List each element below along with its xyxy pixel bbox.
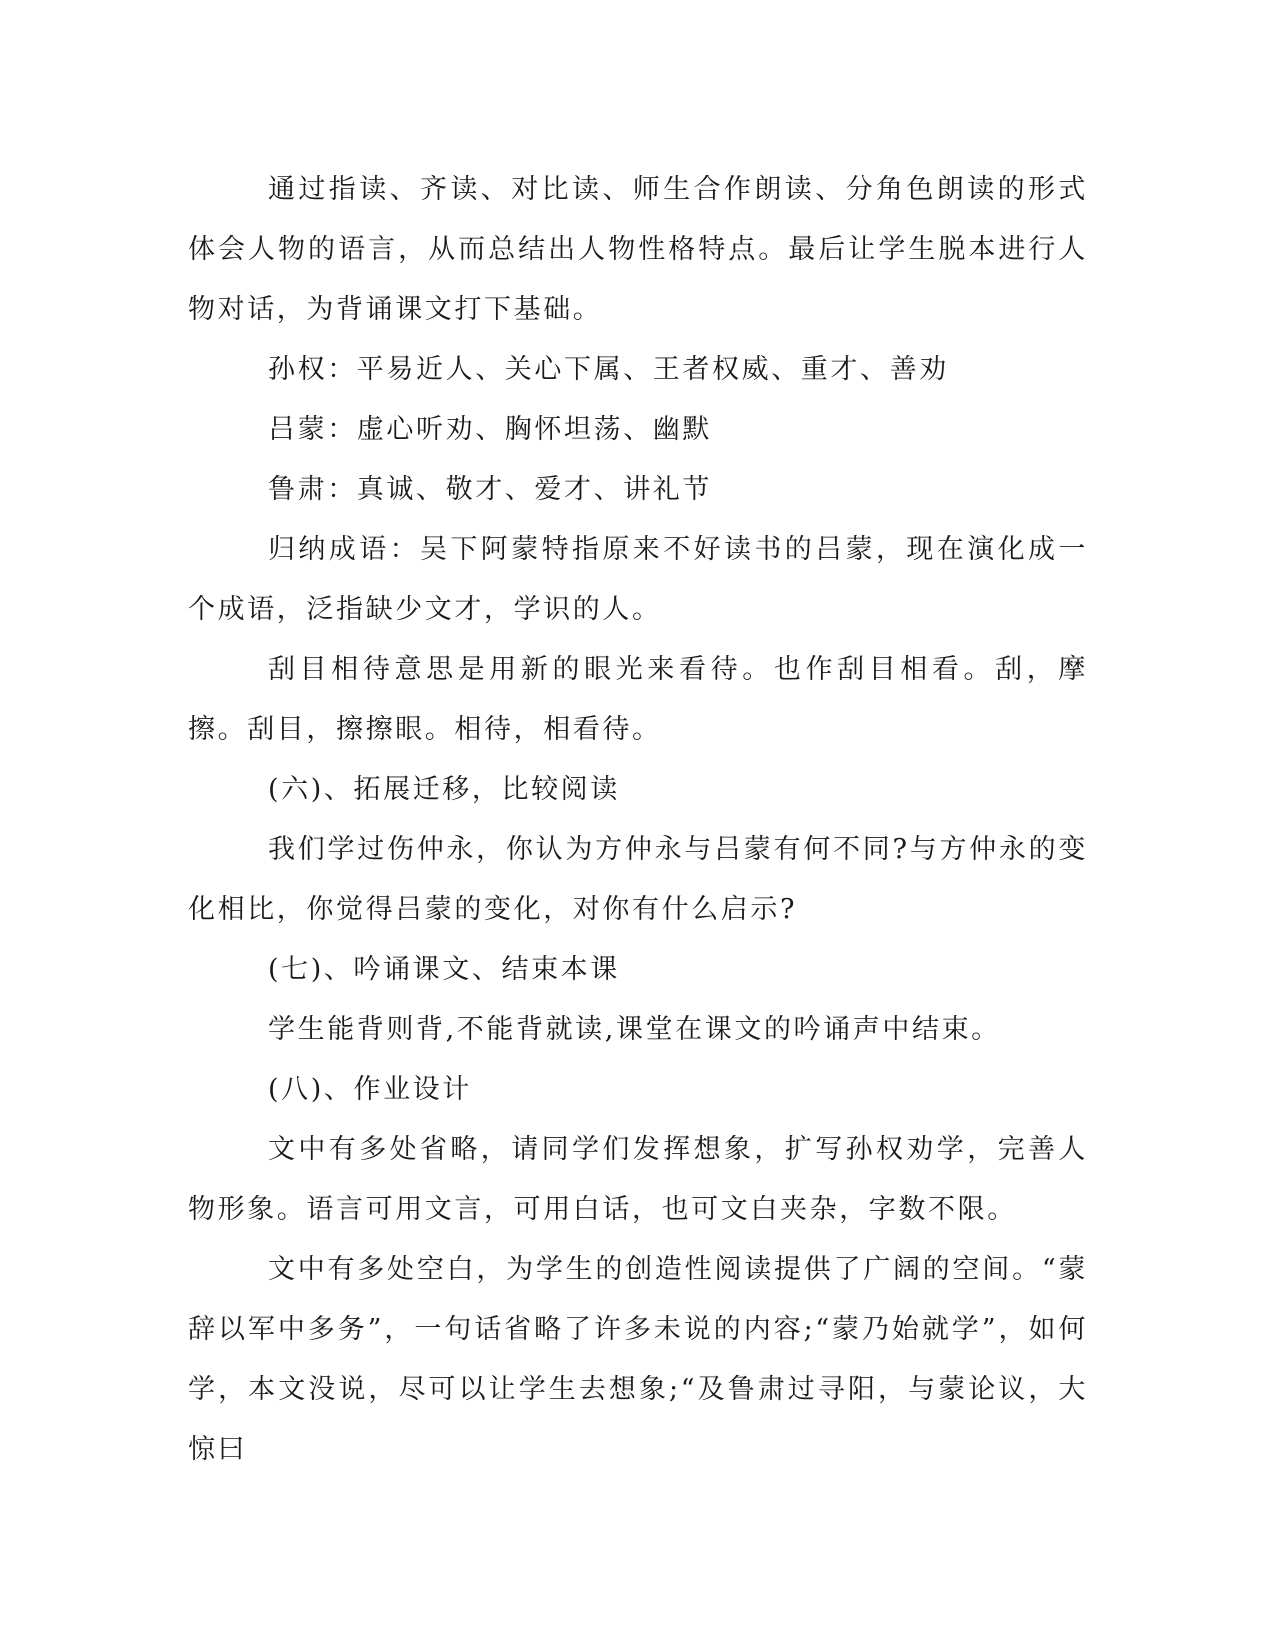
section-heading-7: (七)、吟诵课文、结束本课 xyxy=(268,954,620,985)
paragraph-blanks: 文中有多处空白，为学生的创造性阅读提供了广阔的空间。“蒙辞以军中多务”，一句话省略了许多未说的内容;“蒙乃始就学”，如何学，本文没说，尽可以让学生去想象;“及鲁肃过寻阳，与蒙论议，大惊曰 xyxy=(188,1254,1088,1465)
paragraph-comparison: 我们学过伤仲永，你认为方仲永与吕蒙有何不同?与方仲永的变化相比，你觉得吕蒙的变化，对你有什么启示? xyxy=(188,834,1088,925)
paragraph-lu-meng-traits: 吕蒙：虚心听劝、胸怀坦荡、幽默 xyxy=(268,414,712,445)
section-heading-6: (六)、拓展迁移，比较阅读 xyxy=(268,774,620,805)
paragraph-recitation: 学生能背则背,不能背就读,课堂在课文的吟诵声中结束。 xyxy=(268,1014,1001,1045)
paragraph-homework: 文中有多处省略，请同学们发挥想象，扩写孙权劝学，完善人物形象。语言可用文言，可用白话，也可文白夹杂，字数不限。 xyxy=(188,1134,1088,1225)
paragraph-lu-su-traits: 鲁肃：真诚、敬才、爱才、讲礼节 xyxy=(268,474,712,505)
paragraph-reading-methods: 通过指读、齐读、对比读、师生合作朗读、分角色朗读的形式体会人物的语言，从而总结出人物性格特点。最后让学生脱本进行人物对话，为背诵课文打下基础。 xyxy=(188,174,1088,325)
document-body xyxy=(188,160,1088,1480)
section-heading-8: (八)、作业设计 xyxy=(268,1074,472,1105)
paragraph-idiom-meaning: 刮目相待意思是用新的眼光来看待。也作刮目相看。刮，摩擦。刮目，擦擦眼。相待，相看待。 xyxy=(188,654,1088,745)
paragraph-idiom-summary: 归纳成语：吴下阿蒙特指原来不好读书的吕蒙，现在演化成一个成语，泛指缺少文才，学识的人。 xyxy=(188,534,1088,625)
paragraph-sun-quan-traits: 孙权：平易近人、关心下属、王者权威、重才、善劝 xyxy=(268,354,949,385)
